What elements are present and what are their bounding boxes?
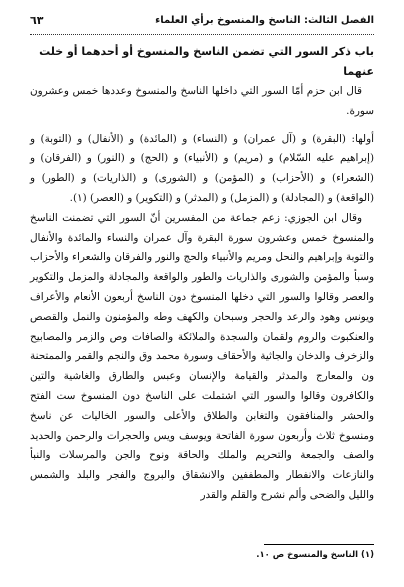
page-number: ٦٣	[30, 14, 44, 27]
intro-paragraph: قال ابن حزم أمّا السور التي داخلها الناسخ والمنسوخ وعددها خمس وعشرون سورة.	[30, 85, 374, 117]
footnote: (١) الناسخ والمنسوخ ص ١٠.	[256, 550, 374, 560]
page-body	[30, 42, 374, 506]
paragraph-gap	[30, 122, 374, 130]
ibn-al-jawzi-paragraph: وقال ابن الجوزي: زعم جماعة من المفسرين أنّ السور التي تضمنت الناسخ والمنسوخ خمس وعشرون سورة البقرة وآل عمران والنساء والمائدة والأنفال والتوبة وإبراهيم والنحل ومريم والأنبياء والحج والنور والفرقان والشعراء والأحزاب وسبأ والمؤمن والشورى والذاريات والطور والواقعة والمجادلة والمزمل والتكوير والعصر وقالوا والسور التي دخلها المنسوخ دون الناسخ أربعون الأنعام والأعراف ويونس وهود والرعد والحجر وسبحان والكهف وطه والمؤمنون والنمل والقصص والعنكبوت والروم ولقمان والسجدة والملائكة والصافات وص والزمر والمصابيح والزخرف والدخان والجاثية والأحقاف وسورة محمد وق والنجم والقمر والممتحنة ون والمعارج والمدثر والقيامة والإنسان وعبس والطارق والغاشية والتين والكافرون وقالوا والسور التي اشتملت على الناسخ دون المنسوخ ست الفتح والحشر والمنافقون والتغابن والطلاق والأعلى والسور الخاليات عن ناسخ ومنسوخ ثلاث وأربعون سورة الفاتحة ويوسف ويس والحجرات والرحمن والحديد والصف والجمعة والتحريم والملك والحاقة ونوح والجن والمرسلات والنبأ والنازعات والانفطار والمطففين والانشقاق والبروج والفجر والبلد والشمس والليل والضحى وألم نشرح والقلم والقدر	[30, 211, 374, 501]
surah-list-paragraph: أولها: (البقرة) و (آل عمران) و (النساء) و (المائدة) و (الأنفال) و (التوبة) و (إبراهيم عليه السّلام) و (مريم) و (الأنبياء) و (الحج) و (النور) و (الفرقان) و (الشعراء) و (الأحزاب) و (المؤمن) و (الشورى) و (الذاريات) و (الطور) و (الواقعة) و (المجادلة) و (المزمل) و (المدثر) و (التكوير) و (العصر) (١).	[30, 132, 374, 204]
chapter-title: باب ذكر السور التي تضمن الناسخ والمنسوخ أو أحدهما أو خلت عنهما	[39, 45, 374, 78]
running-title: الفصل الثالث: الناسخ والمنسوخ برأي العلماء	[155, 15, 374, 26]
footnote-rule	[264, 544, 374, 545]
page-header	[30, 12, 374, 35]
